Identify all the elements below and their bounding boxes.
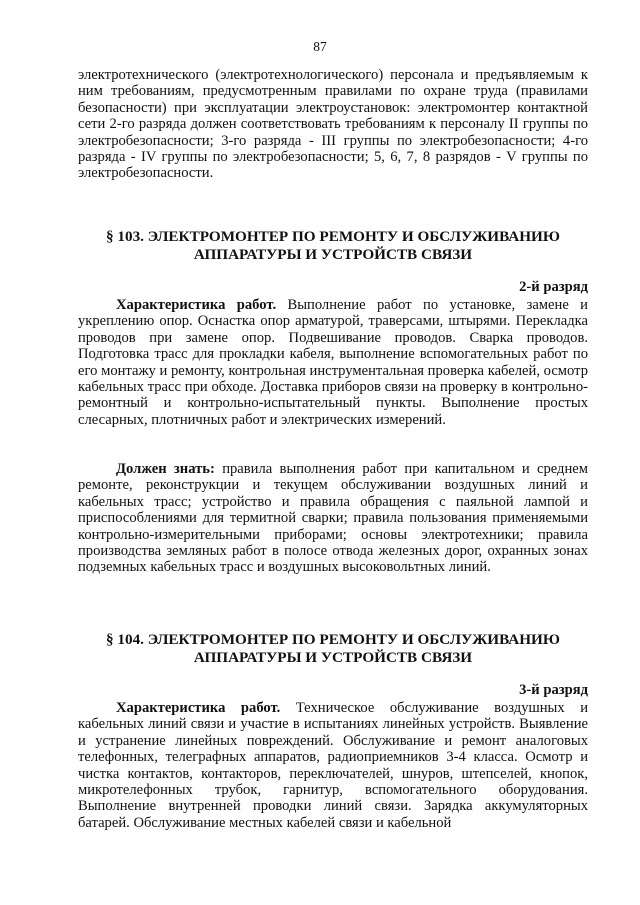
section-104-title-line1: § 104. ЭЛЕКТРОМОНТЕР ПО РЕМОНТУ И ОБСЛУЖИВАНИЮ xyxy=(106,631,560,648)
section-104-title-line2: АППАРАТУРЫ И УСТРОЙСТВ СВЯЗИ xyxy=(193,648,473,666)
section-104-work-paragraph xyxy=(78,700,588,831)
section-103-title-line2: АППАРАТУРЫ И УСТРОЙСТВ СВЯЗИ xyxy=(193,245,473,263)
section-103-work-label: Характеристика работ. xyxy=(116,297,277,313)
intro-paragraph: электротехнического (электротехнологического) персонала и предъявляемым к ним требованиям, предусмотренным правилами по охране труда (правилами безопасности) при эксплуатации электроустановок: электромонтер контактной сети 2-го разряда должен соответствовать требованиям к персоналу II группы по электробезопасности; 3-го разряда - III группы по электробезопасности; 4-го разряда - IV группы по электробезопасности; 5, 6, 7, 8 разрядов - V группы по электробезопасности. xyxy=(78,67,588,182)
page-number: 87 xyxy=(313,39,327,54)
section-103-heading xyxy=(78,228,588,263)
section-103-know-label: Должен знать: xyxy=(116,461,215,477)
section-104-grade: 3-й разряд xyxy=(519,682,588,698)
section-103-work-paragraph xyxy=(78,297,588,428)
section-103-knowledge-paragraph xyxy=(78,461,588,576)
section-103-know-text: правила выполнения работ при капитальном и среднем ремонте, реконструкции и текущем обслуживании воздушных линий и кабельных трасс; устройство и правила обращения с паяльной лампой и приспособлениями для термитной сварки; правила пользования применяемыми контрольно-измерительными приборами; основы электротехники; правила производства земляных работ в полосе отвода железных дорог, охранных зонах подземных кабельных трасс и воздушных высоковольтных линий. xyxy=(78,461,588,576)
section-104-work-text: Техническое обслуживание воздушных и кабельных линий связи и участие в испытаниях линейных устройств. Выявление и устранение линейных повреждений. Обслуживание и ремонт аналоговых телефонных, телеграфных аппаратов, радиоприемников 3-4 класса. Осмотр и чистка контактов, контакторов, переключателей, шнуров, штепселей, кнопок, микротелефонных трубок, гарнитур, вспомогательного оборудования. Выполнение внутренней проводки линий связи. Зарядка аккумуляторных батарей. Обслуживание местных кабелей связи и кабельной xyxy=(78,700,589,831)
section-104-work-label: Характеристика работ. xyxy=(116,700,281,716)
section-103-grade: 2-й разряд xyxy=(519,279,588,295)
section-103-work-text: Выполнение работ по установке, замене и укреплению опор. Оснастка опор арматурой, траверсами, штырями. Перекладка проводов при замене опор. Подвешивание проводов. Сварка проводов. Подготовка трасс для прокладки кабеля, выполнение вспомогательных работ по его монтажу и ремонту, контрольная инструментальная проверка кабелей, осмотр кабельных трасс при обходе. Доставка приборов связи на проверку в контрольно-ремонтный и контрольно-испытательный пункты. Выполнение простых слесарных, плотничных работ и электрических измерений. xyxy=(78,297,588,428)
section-103-title-line1: § 103. ЭЛЕКТРОМОНТЕР ПО РЕМОНТУ И ОБСЛУЖИВАНИЮ xyxy=(106,228,560,245)
section-104-heading xyxy=(78,631,588,666)
